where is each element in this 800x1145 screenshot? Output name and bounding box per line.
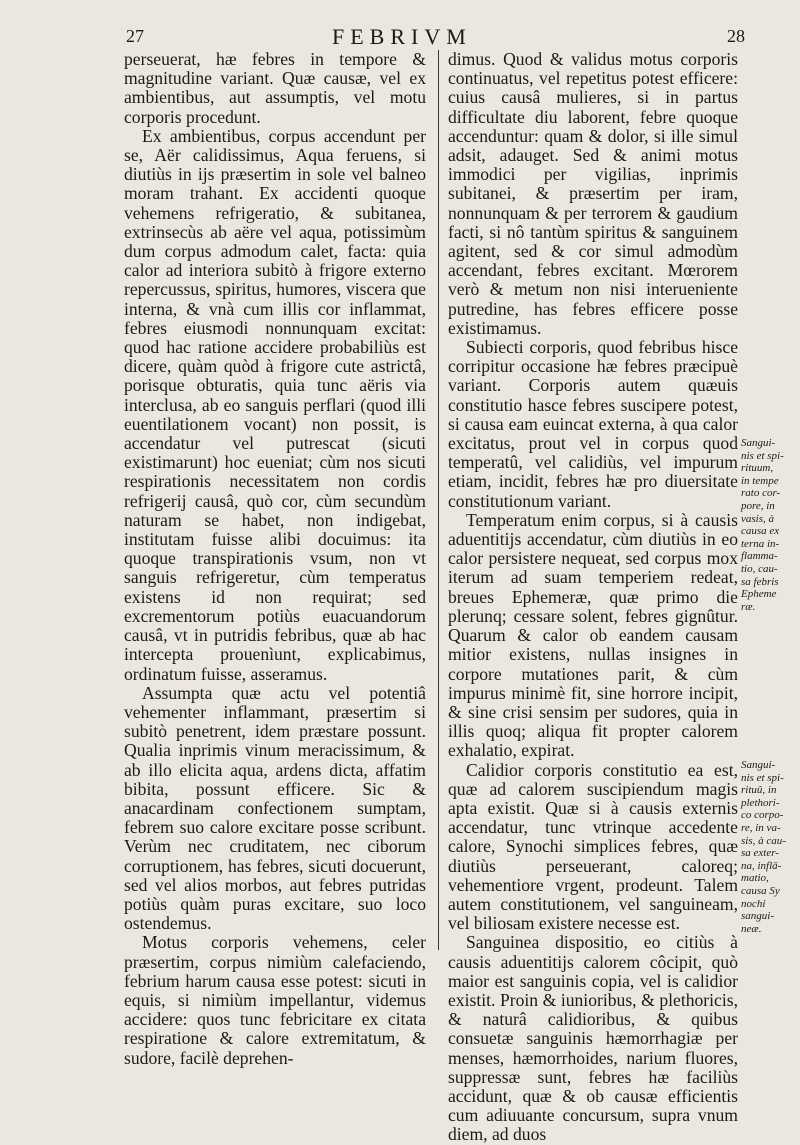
margin-note-line: rituum, <box>741 462 774 475</box>
paragraph: Temperatum enim corpus, si à causis aduentitijs accendatur, cùm diutiùs in eo calor persistere nequeat, sed corpus mox iterum ad suam temperiem redeat, breues Ephemeræ, quæ primo die plerunq; cessare solent, febres gignûtur. Quarum & calor ob eandem causam mitior existens, nullas insignes in corpore mutationes parit, & cùm impurus minimè fit, sine horrore incipit, & sine crisi sensim per sudores, quia in illis quoq; aliqua fit propter calorem exhalatio, expirat. <box>448 509 738 761</box>
paragraph: Assumpta quæ actu vel potentiâ vehementer inflammant, præsertim si subitò penetrent, idem præstare possunt. Qualia inprimis vinum meracissimum, & ab illo elicita aqua, ardens dicta, affatim bibita, possunt efficere. Sic & anacardinam confectionem sumptam, febrem suo calore excitare posse scribunt. Verùm nec cruditatem, nec ciborum corruptionem, has febres, sicuti docuerunt, sed vel alios morbos, aut febres putridas potiùs quàm puras excitare, suo loco ostendemus. <box>124 682 426 934</box>
margin-note-line: sangui- <box>741 910 774 923</box>
margin-note-line: nis et spi- <box>741 449 784 462</box>
running-title: FEBRIVM <box>332 24 472 49</box>
paragraph: dimus. Quod & validus motus corporis continuatus, vel repetitus potest efficere: cuius causâ mulieres, si in partus difficultate diu laborent, febre quoque accenduntur: quam & dolor, si ille simul adsit, adauget. Sed & animi motus immodici per vigilias, inprimis subitanei, & præsertim per iram, nonnunquam & per terrorem & gaudium facti, si nô tantùm spiritus & sanguinem agitent, sed & cor simul admodùm accendant, febres excitant. Mœrorem verò & metum non nisi interueniente putredine, has febres efficere posse existimamus. <box>448 49 738 338</box>
margin-note-line: causa ex <box>741 525 780 538</box>
left-column <box>124 50 426 1068</box>
margin-note-line: tio, cau- <box>741 562 778 575</box>
margin-note-line: rato cor- <box>741 487 781 500</box>
margin-note-line: nochi <box>741 897 766 910</box>
right-column <box>448 50 738 1145</box>
paragraph: Subiecti corporis, quod febribus hisce corripitur occasione hæ febres præcipuè variant. Corporis autem quæuis constitutio hasce febres suscipere potest, si causa eam euincat externa, à qua calor excitatus, prout vel in corpus quod temperatû, vel calidiùs, vel impurum etiam, incidit, febres hæ pro diuersitate constitutionum variant. <box>448 337 738 511</box>
column-divider <box>438 50 439 950</box>
margin-note-line: nis et spi- <box>741 771 784 784</box>
margin-note-line: terna in- <box>741 537 780 550</box>
margin-note-line: flamma- <box>741 550 778 563</box>
margin-note-line: causa Sy <box>741 884 780 897</box>
paragraph: Calidior corporis constitutio ea est, quæ ad calorem suscipiendum magis apta existit. Quæ si à causis externis accendatur, tunc vtrinque accedente calore, Synochi simplices febres, quæ diutiùs perseuerant, caloreq; vehementiore vrgent, prodeunt. Talem autem constitutionem, vel sanguineam, vel biliosam existere necesse est. <box>448 759 738 934</box>
margin-note-line: Sangui- <box>741 437 776 449</box>
margin-note-line: Sangui- <box>741 759 776 771</box>
page-number-left: 27 <box>126 26 144 46</box>
margin-note <box>741 759 800 935</box>
margin-note-line: na, inflā- <box>741 859 782 872</box>
paragraph: Motus corporis vehemens, celer præsertim, corpus nimiùm calefaciendo, febrium harum causa esse potest: sicuti in equis, si nimiùm impellantur, videmus accidere: quos tunc febricitare ex citata respiratione & calore extremitatum, & sudore, facilè deprehen- <box>124 932 426 1068</box>
paragraph: Ex ambientibus, corpus accendunt per se, Aër calidissimus, Aqua feruens, si diutiùs in ijs præsertim in sole vel balneo moram trahant. Ex accidenti quoque vehemens refrigeratio, & subitanea, extrinsecùs ab aëre vel aqua, potissimùm dum corpus admodum calet, facta: quia calor ad interiora subitò à frigore externo repercussus, spiritus, humores, viscera que interna, & vnà cum illis cor inflammat, febres eiusmodi nonnunquam excitat: quod hac ratione accidere probabiliùs est dicere, quàm quòd à frigore cute astrictâ, porisque obturatis, quia tunc aëris via interclusa, ab eo sanguis perflari (quod illi euentilationem vocant) non possit, is accendatur vel putrescat (sicuti existimarunt) hoc eueniat; cùm nos sicuti respirationis necessitatem non cordis refrigerij causâ, quò cor, cùm secundùm naturam se habet, non indigebat, institutam fuisse alibi docuimus: ita quoque transpirationis vsum, non vt sanguis refrigeretur, cùm temperatus existens id non requirat; sed excrementorum potiùs euacuandorum causâ, vt in putridis febribus, quæ ab hac intercepta prouenìunt, explicabimus, ordinatum fuisse, asseramus. <box>124 125 426 684</box>
margin-note-line: Epheme <box>741 588 777 601</box>
margin-note-line: in tempe <box>741 474 779 487</box>
margin-note-line: neæ. <box>741 922 762 935</box>
margin-note-line: sis, à cau- <box>741 834 786 847</box>
page-number-right: 28 <box>727 26 745 46</box>
running-header <box>0 22 800 52</box>
paragraph: perseuerat, hæ febres in tempore & magnitudine variant. Quæ causæ, vel ex ambientibus, aut assumptis, vel motu corporis procedunt. <box>124 49 426 127</box>
margin-note-line: sa febris <box>741 575 779 588</box>
margin-note <box>741 437 800 613</box>
margin-note-line: matio, <box>741 872 769 885</box>
margin-note-line: rituû, in <box>741 784 777 797</box>
margin-note-line: vasis, à <box>741 512 774 525</box>
paragraph: Sanguinea dispositio, eo citiùs à causis aduentitijs calorem côcipit, quò maior est sanguinis copia, vel is calidior existit. Proin & iunioribus, & plethoricis, & naturâ calidioribus, & quibus consuetæ sanguinis hæmorrhagiæ per menses, hæmorrhoides, narium fluores, suppressæ sunt, febres hæ faciliùs accidunt, quæ & ob causæ efficientis cum adiuuante concursum, supra vnum diem, ad duos <box>448 932 738 1145</box>
margin-note-line: re, in va- <box>741 821 781 834</box>
margin-note-line: sa exter- <box>741 847 779 860</box>
margin-note-line: pore, in <box>741 499 775 512</box>
margin-note-line: co corpo- <box>741 809 784 822</box>
margin-note-line: plethori- <box>741 796 780 809</box>
margin-note-line: ræ. <box>741 600 756 613</box>
